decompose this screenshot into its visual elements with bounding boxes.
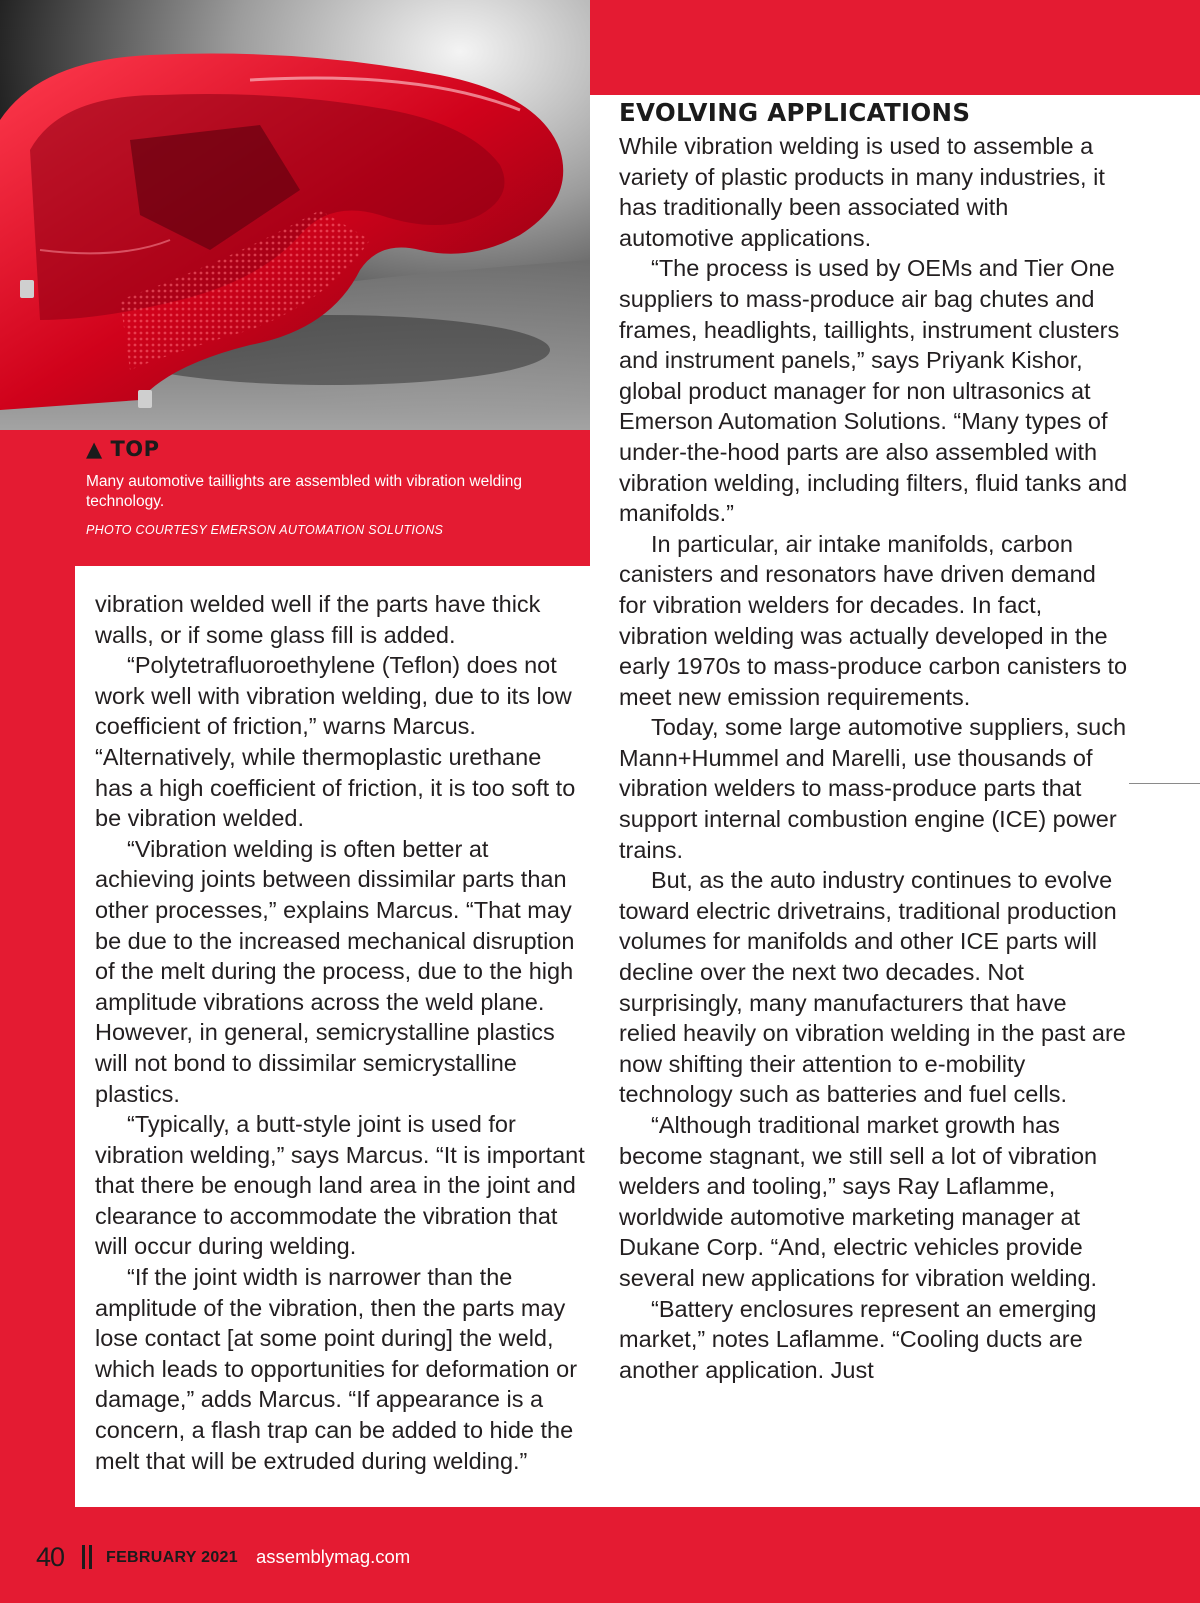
red-header-band xyxy=(590,0,1200,95)
paragraph: In particular, air intake manifolds, carbon canisters and resonators have driven demand for vibration welders for decades. In fact, vibration welding was actually developed in the early 1970s to mass-produce carbon canisters to meet new emission requirements. xyxy=(619,530,1128,710)
paragraph: “Typically, a butt-style joint is used for vibration welding,” says Marcus. “It is important that there be enough land area in the joint and clearance to accommodate the vibration that will occur during welding. xyxy=(95,1111,585,1260)
paragraph: “If the joint width is narrower than the amplitude of the vibration, then the parts may lose contact [at some point during] the weld, which leads to opportunities for deformation or damage,” adds Marcus. “If appearance is a concern, a flash trap can be added to hide the melt that will be extruded during welding.” xyxy=(95,1264,578,1474)
paragraph: “Although traditional market growth has become stagnant, we still sell a lot of vibration welders and tooling,” says Ray Laflamme, worldwide automotive marketing manager at Dukane Corp. “And, electric vehicles provide several new applications for vibration welding. xyxy=(619,1112,1098,1291)
caption-text: Many automotive taillights are assembled with vibration welding technology. xyxy=(86,473,522,510)
paragraph: “The process is used by OEMs and Tier One suppliers to mass-produce air bag chutes and frames, headlights, taillights, instrument clusters and instrument panels,” says Priyank Kishor, global product manager for non ultrasonics at Emerson Automation Solutions. “Many types of under-the-hood parts are also assembled with vibration welding, including filters, fluid tanks and manifolds.” xyxy=(619,255,1128,527)
paragraph: But, as the auto industry continues to evolve toward electric drivetrains, traditional production volumes for manifolds and other ICE parts will decline over the next two decades. Not surprisingly, many manufacturers that have relied heavily on vibration welding in the past are now shifting their attention to e-mobility technology such as batteries and fuel cells. xyxy=(619,867,1126,1108)
margin-rule xyxy=(1129,783,1200,784)
taillight-illustration xyxy=(0,0,590,430)
taillight-photo xyxy=(0,0,590,430)
section-heading: EVOLVING APPLICATIONS xyxy=(619,98,971,127)
right-column xyxy=(619,131,1129,1385)
photo-credit: PHOTO COURTESY EMERSON AUTOMATION SOLUTIONS xyxy=(86,523,444,537)
red-left-margin xyxy=(0,430,75,1510)
paragraph: “Vibration welding is often better at achieving joints between dissimilar parts than other processes,” explains Marcus. “That may be due to the increased mechanical disruption of the melt during the process, due to the high amplitude vibrations across the weld plane. However, in general, semicrystalline plastics will not bond to dissimilar semicrystalline plastics. xyxy=(95,835,575,1107)
paragraph: While vibration welding is used to assemble a variety of plastic products in many industries, it has traditionally been associated with automotive applications. xyxy=(619,133,1105,251)
left-column xyxy=(95,589,585,1476)
paragraph: “Polytetrafluoroethylene (Teflon) does not work well with vibration welding, due to its low coefficient of friction,” warns Marcus. “Alternatively, while thermoplastic urethane has a high coefficient of friction, it is too soft to be vibration welded. xyxy=(95,652,576,832)
paragraph: Today, some large automotive suppliers, such Mann+Hummel and Marelli, use thousands of vibration welders to mass-produce parts that support internal combustion engine (ICE) power trains. xyxy=(619,714,1127,863)
footer-divider xyxy=(82,1545,93,1569)
paragraph: vibration welded well if the parts have thick walls, or if some glass fill is added. xyxy=(95,591,541,648)
issue-date: FEBRUARY 2021 xyxy=(106,1549,238,1566)
paragraph: “Battery enclosures represent an emerging market,” notes Laflamme. “Cooling ducts are another application. Just xyxy=(619,1295,1097,1383)
website-link[interactable]: assemblymag.com xyxy=(256,1546,411,1567)
page-number: 40 xyxy=(36,1542,65,1572)
caption-label: ▲ TOP xyxy=(86,437,160,461)
